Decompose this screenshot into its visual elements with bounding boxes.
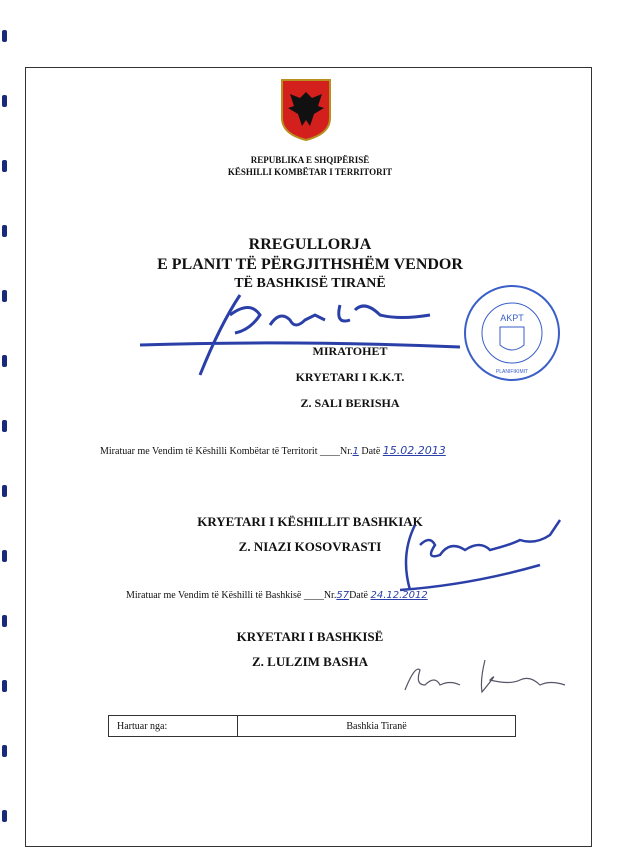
decision2-text: Miratuar me Vendim të Këshilli të Bashkisë ____Nr. [126,590,337,601]
signature-basha [400,630,570,700]
title-line3: TË BASHKISË TIRANË [234,276,386,291]
svg-text:PLANIFIKIMIT: PLANIFIKIMIT [495,369,529,375]
header-republic: REPUBLIKA E SHQIPËRISË [250,155,370,165]
council-role: KRYETARI I KËSHILLIT BASHKIAK [197,514,423,529]
prepared-by-value: Bashkia Tiranë [346,720,407,732]
title-line2: E PLANIT TË PËRGJITHSHËM VENDOR [157,256,463,273]
mayor-role: KRYETARI I BASHKISË [236,629,384,644]
decision2-line [126,590,428,601]
decision1-date-label: Datë [361,446,381,457]
decision2-date: 24.12.2012 [370,590,428,601]
decision1-text: Miratuar me Vendim të Këshilli Kombëtar të Territorit ____Nr. [100,446,353,457]
decision2-date-label: Datë [349,590,368,601]
approval-label: MIRATOHET [312,344,388,358]
council-name: Z. NIAZI KOSOVRASTI [238,539,382,554]
decision1-line [100,444,446,457]
signature-kosovrasti [370,515,570,595]
decision1-date: 15.02.2013 [382,444,446,457]
svg-text:AKPT: AKPT [500,313,524,323]
signature-berisha [140,285,460,380]
prepared-by-label: Hartuar nga: [109,716,238,736]
prepared-by-table [108,715,516,737]
header-council: KËSHILLI KOMBËTAR I TERRITORIT [227,167,393,177]
decision2-nr: 57 [336,590,350,601]
title-line1: RREGULLORJA [248,236,372,253]
decision1-nr: 1 [352,446,359,457]
approval-name: Z. SALI BERISHA [300,396,400,410]
albanian-emblem-icon [280,78,332,142]
approval-role: KRYETARI I K.K.T. [295,370,405,384]
official-stamp [462,283,562,383]
mayor-name: Z. LULZIM BASHA [252,654,368,669]
